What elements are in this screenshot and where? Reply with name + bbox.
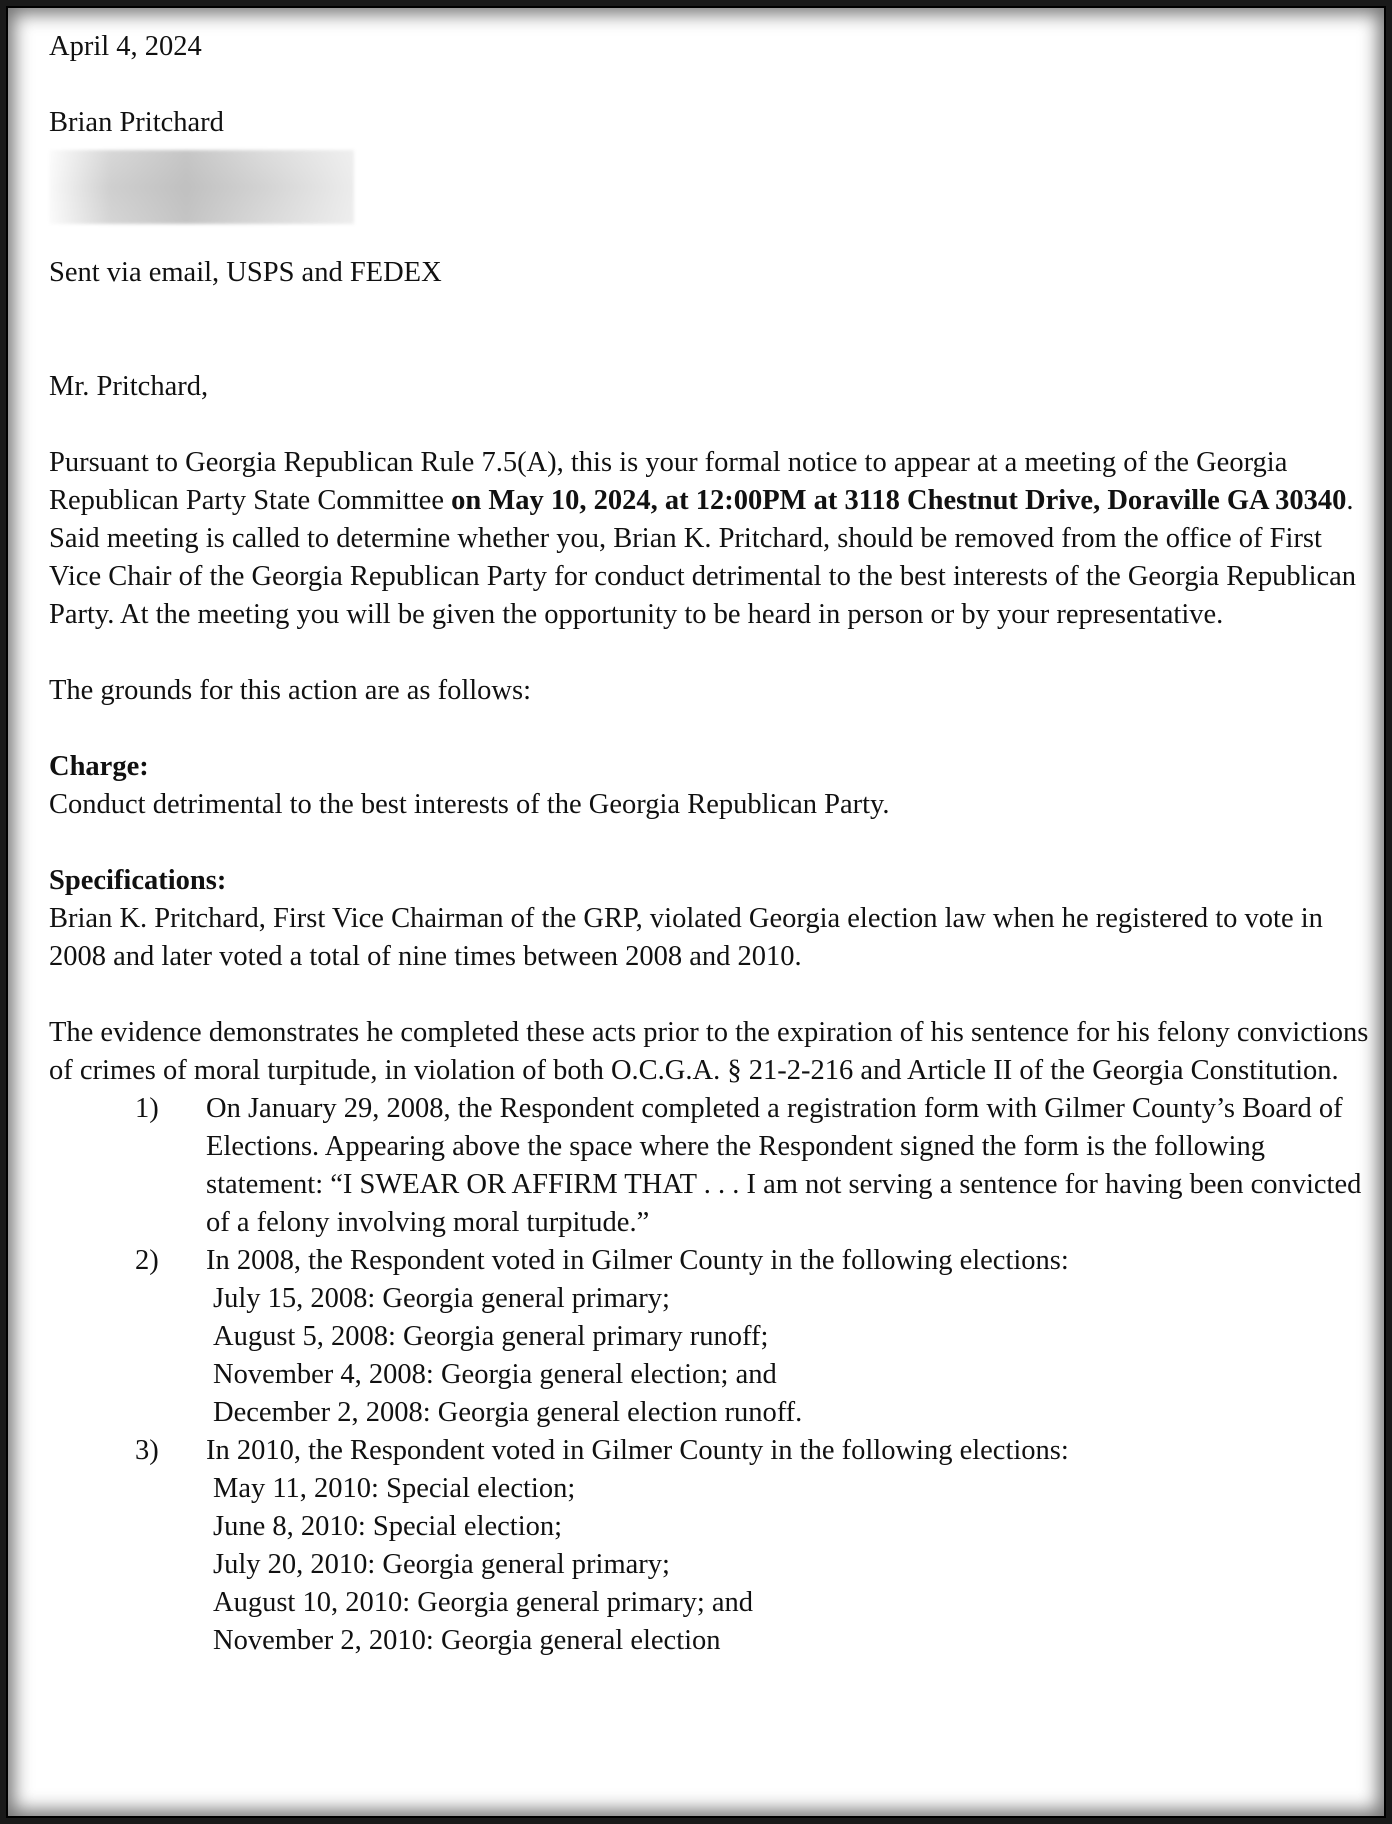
grounds-intro: The grounds for this action are as follows: — [49, 675, 532, 706]
salutation: Mr. Pritchard, — [49, 371, 209, 402]
election-entry: November 2, 2010: Georgia general election — [213, 1625, 721, 1656]
evidence-list — [49, 1090, 1369, 1660]
election-entry: December 2, 2008: Georgia general election runoff. — [213, 1397, 803, 1428]
notice-text-a: Pursuant to Georgia Republican Rule 7.5(A), this is your formal notice to appear at a meeting of the Georgia Republican Party State Committee — [49, 447, 1288, 516]
letter-date: April 4, 2024 — [49, 31, 202, 62]
election-entry: August 5, 2008: Georgia general primary runoff; — [213, 1321, 769, 1352]
list-item — [49, 1090, 1369, 1242]
election-entry: August 10, 2010: Georgia general primary; and — [213, 1587, 754, 1618]
notice-text-b: . Said meeting is called to determine whether you, Brian K. Pritchard, should be removed from the office of First Vice Chair of the Georgia Republican Party for conduct detrimental to the best interests of the Georgia Republican Party. At the meeting you will be given the opportunity to be heard in person or by your representative. — [49, 485, 1357, 630]
list-item — [49, 1432, 1369, 1660]
election-entry: May 11, 2010: Special election; — [213, 1473, 576, 1504]
list-item — [49, 1242, 1369, 1432]
delivery-method: Sent via email, USPS and FEDEX — [49, 257, 442, 288]
list-item-text: In 2010, the Respondent voted in Gilmer County in the following elections: — [206, 1435, 1069, 1466]
specifications-text: Brian K. Pritchard, First Vice Chairman of the GRP, violated Georgia election law when he registered to vote in 2008 and later voted a total of nine times between 2008 and 2010. — [49, 903, 1323, 972]
election-entry: June 8, 2010: Special election; — [213, 1511, 563, 1542]
letter-page — [6, 6, 1386, 1818]
meeting-details: on May 10, 2024, at 12:00PM at 3118 Chestnut Drive, Doraville GA 30340 — [451, 485, 1347, 516]
evidence-paragraph: The evidence demonstrates he completed these acts prior to the expiration of his sentence for his felony convictions of crimes of moral turpitude, in violation of both O.C.G.A. § 21-2-216 and Article II of the Georgia Constitution. — [49, 1017, 1369, 1086]
list-number: 2) — [135, 1245, 159, 1276]
charge-text: Conduct detrimental to the best interests of the Georgia Republican Party. — [49, 789, 890, 820]
election-entry: July 20, 2010: Georgia general primary; — [213, 1549, 670, 1580]
redacted-address — [49, 150, 354, 224]
list-number: 1) — [135, 1093, 159, 1124]
election-entry: July 15, 2008: Georgia general primary; — [213, 1283, 670, 1314]
list-number: 3) — [135, 1435, 159, 1466]
list-item-text: In 2008, the Respondent voted in Gilmer County in the following elections: — [206, 1245, 1069, 1276]
letter-body — [49, 26, 1369, 1660]
list-item-text: On January 29, 2008, the Respondent completed a registration form with Gilmer County’s Board of Elections. Appearing above the space where the Respondent signed the form is the following statement: “I SWEAR OR AFFIRM THAT . . . I am not serving a sentence for having been convicted of a felony involving moral turpitude.” — [206, 1093, 1362, 1238]
charge-heading: Charge: — [49, 751, 149, 782]
election-entry: November 4, 2008: Georgia general election; and — [213, 1359, 777, 1390]
specifications-heading: Specifications: — [49, 865, 227, 896]
recipient-name: Brian Pritchard — [49, 107, 224, 138]
notice-paragraph — [49, 444, 1369, 634]
